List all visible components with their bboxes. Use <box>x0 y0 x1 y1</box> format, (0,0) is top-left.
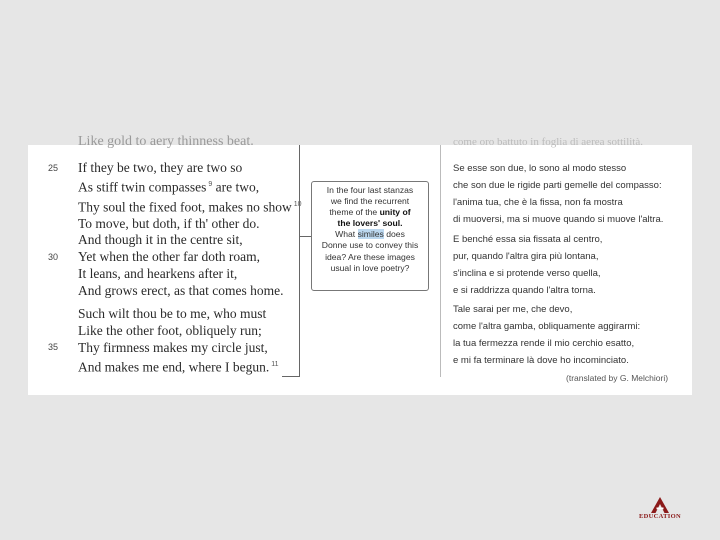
poem-line: As stiff twin compasses $^9$ are two, <box>78 179 260 195</box>
translation-credit: (translated by G. Melchiori) <box>566 373 669 383</box>
textbook-page <box>28 134 692 395</box>
translation-stanza-2: E benché essa sia fissata al centro, pur, quando l'altra gira più lontana, s'inclina e si protende verso quella, e si raddrizza quando l'altra torna. <box>453 234 603 296</box>
stanza-2 <box>78 231 318 299</box>
translation-stanza-1: Se esse son due, lo sono al modo stesso che son due le rigide parti gemelle del compasso: l'anima tua, che è la fissa, non fa mostra di muoversi, ma si muove quando si muove l'altra. <box>453 163 664 225</box>
publisher-logo <box>638 497 682 520</box>
stanza-1 <box>78 159 318 232</box>
poem-line: And grows erect, as that comes home. <box>78 283 284 298</box>
logo-text: EDUCATION <box>639 513 681 520</box>
line-number: 30 <box>48 252 59 262</box>
highlighted-word[interactable]: similes <box>357 229 384 240</box>
clipped-poem-line: Like gold to aery thinness beat. <box>78 134 254 149</box>
poem-line: Yet when the other far doth roam, <box>78 249 260 264</box>
poem-line: To move, but doth, if th' other do. <box>78 216 260 231</box>
line-number: 35 <box>48 342 59 352</box>
footnote-marker[interactable]: 10 <box>293 200 302 208</box>
clipped-translation-line: come oro battuto in foglia di aerea sottilità. <box>453 136 643 148</box>
poem-line: Thy firmness makes my circle just, <box>78 340 268 355</box>
stanza-3 <box>78 305 318 376</box>
poem-line: It leans, and hearkens after it, <box>78 266 238 281</box>
annotation-note: In the four last stanzas we find the recurrent theme of the unity of the lovers' soul. What similes does Donne use to convey this idea? Are these images usual in love poetry? <box>311 181 429 291</box>
poem-line: Thy soul the fixed foot, makes no show $^{10}$ <box>78 199 302 214</box>
bracket-foot <box>282 376 300 377</box>
poem-line: Like the other foot, obliquely run; <box>78 323 262 338</box>
a-mark-icon <box>651 497 669 513</box>
footnote-marker[interactable]: 11 <box>271 361 279 368</box>
stanza-bracket <box>284 145 300 376</box>
poem-line: Such wilt thou be to me, who must <box>78 306 267 321</box>
line-number: 25 <box>48 163 59 173</box>
bracket-connector <box>299 236 311 237</box>
poem-line: And makes me end, where I begun. $^{11}$ <box>78 359 279 375</box>
poem-line: If they be two, they are two so <box>78 160 243 175</box>
poem-line: And though it in the centre sit, <box>78 232 243 247</box>
translation-stanza-3: Tale sarai per me, che devo, come l'altra gamba, obliquamente aggirarmi: la tua fermezza rende il mio cerchio esatto, e mi fa terminare là dove ho incominciato. <box>453 304 641 366</box>
footnote-marker[interactable]: 9 <box>208 181 213 188</box>
column-divider <box>440 145 441 377</box>
